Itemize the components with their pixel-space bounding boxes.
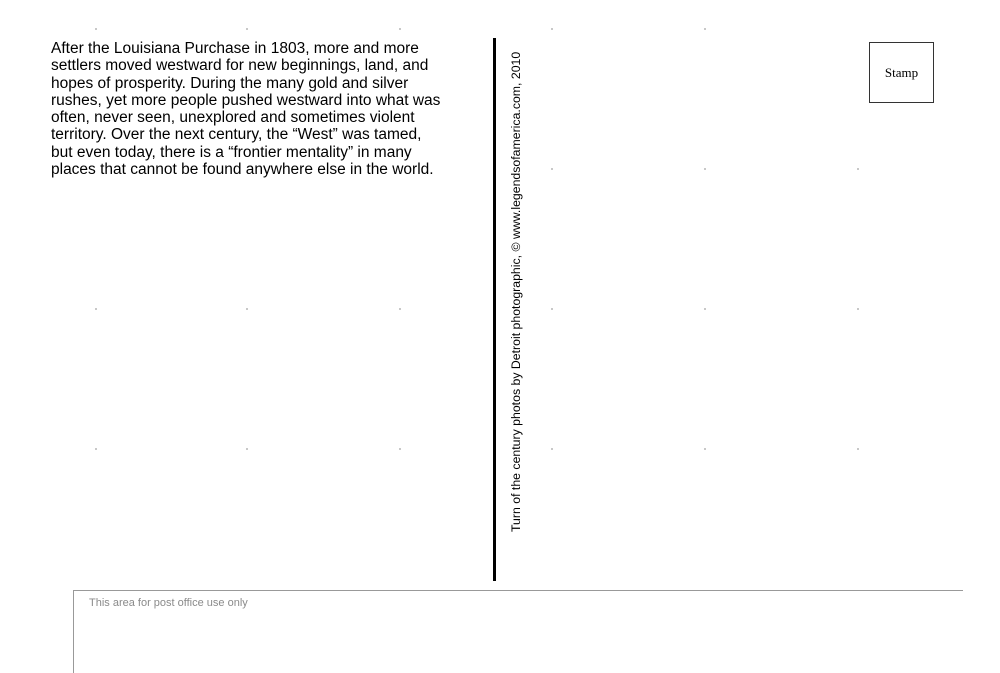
message-line: places that cannot be found anywhere else in the world. (51, 161, 434, 179)
guide-dot (399, 308, 401, 310)
guide-dot (857, 448, 859, 450)
guide-dot (857, 308, 859, 310)
post-office-label: This area for post office use only (89, 597, 248, 609)
center-divider (493, 38, 496, 581)
guide-dot (95, 448, 97, 450)
message-line: territory. Over the next century, the “West” was tamed, (51, 126, 422, 144)
photo-credit: Turn of the century photos by Detroit photographic, © www.legendsofamerica.com, 2010 (509, 51, 523, 532)
message-line: After the Louisiana Purchase in 1803, more and more (51, 40, 419, 57)
guide-dot (704, 308, 706, 310)
guide-dot (551, 308, 553, 310)
guide-dot (857, 168, 859, 170)
message-line: rushes, yet more people pushed westward into what was (51, 91, 441, 109)
guide-dot (246, 448, 248, 450)
guide-dot (704, 168, 706, 170)
guide-dot (95, 28, 97, 30)
guide-dot (551, 168, 553, 170)
postcard-message (51, 40, 496, 178)
guide-dot (246, 28, 248, 30)
message-line: hopes of prosperity. During the many gold and silver (51, 74, 409, 92)
post-office-border-top (73, 590, 963, 591)
guide-dot (704, 28, 706, 30)
guide-dot (399, 448, 401, 450)
stamp-label: Stamp (884, 64, 919, 80)
message-line: often, never seen, unexplored and sometimes violent (51, 109, 415, 127)
guide-dot (246, 308, 248, 310)
guide-dot (704, 448, 706, 450)
guide-dot (95, 308, 97, 310)
stamp-box (869, 42, 934, 103)
post-office-border-left (73, 590, 74, 673)
guide-dot (551, 448, 553, 450)
message-line: but even today, there is a “frontier mentality” in many (51, 143, 412, 161)
message-line: settlers moved westward for new beginnings, land, and (51, 57, 429, 75)
guide-dot (551, 28, 553, 30)
guide-dot (399, 28, 401, 30)
